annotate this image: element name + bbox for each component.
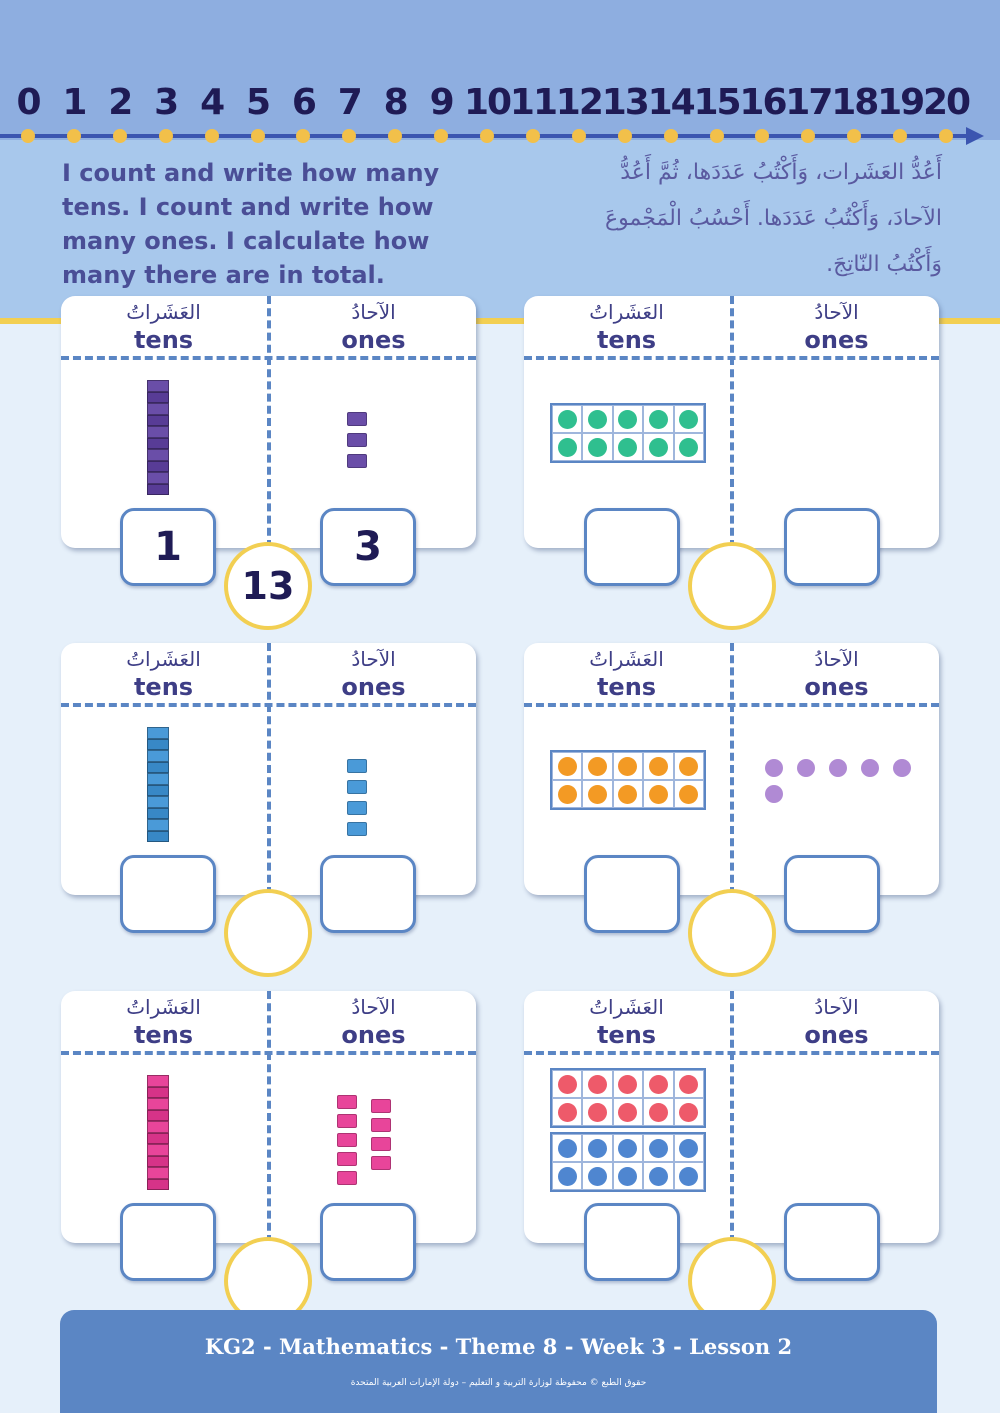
number-line-label: 13	[601, 82, 648, 123]
number-line-label: 8	[383, 82, 407, 123]
ten-frame-cell	[582, 1098, 612, 1126]
number-line-dot	[67, 129, 81, 143]
number-line-dot	[480, 129, 494, 143]
number-line-label: 5	[245, 82, 270, 123]
ten-frame-cell	[552, 780, 582, 808]
counter-dot	[861, 759, 879, 777]
number-line-dot	[251, 129, 265, 143]
counter-dot	[558, 1167, 577, 1186]
exercise-card	[524, 296, 939, 548]
counter-dot	[765, 759, 783, 777]
ten-frame-cell	[582, 780, 612, 808]
ones-header	[734, 645, 939, 701]
counter-dot	[649, 410, 668, 429]
header-divider	[61, 1051, 476, 1055]
unit-cube	[371, 1099, 391, 1113]
counter-dot	[679, 1075, 698, 1094]
tens-label-arabic: العَشَراتُ	[589, 300, 664, 324]
number-line-dot	[847, 129, 861, 143]
number-line-dot	[21, 129, 35, 143]
ten-frame-cell	[643, 752, 673, 780]
tens-answer-box[interactable]	[584, 855, 680, 933]
counter-dot	[649, 785, 668, 804]
number-line-dot	[572, 129, 586, 143]
ten-frame-cell	[613, 752, 643, 780]
number-line	[0, 70, 1000, 150]
counter-dot	[558, 1075, 577, 1094]
unit-cube	[337, 1152, 357, 1166]
header-divider	[524, 356, 939, 360]
number-line-dot	[755, 129, 769, 143]
rod-cube	[147, 1179, 169, 1191]
ones-label-arabic: الآحادُ	[814, 995, 859, 1019]
rod-cube	[147, 808, 169, 820]
ten-frame-cell	[643, 1070, 673, 1098]
rod-cube	[147, 727, 169, 739]
rod-cube	[147, 438, 169, 450]
number-line-label: 17	[785, 82, 832, 123]
tens-label: tens	[596, 326, 657, 354]
ones-label-arabic: الآحادُ	[351, 300, 396, 324]
counter-dot	[588, 757, 607, 776]
counter-dot	[679, 757, 698, 776]
number-line-label: 19	[877, 82, 924, 123]
ten-rod	[147, 380, 169, 495]
footer-copyright: حقوق الطبع © محفوظة لوزارة التربية و التعليم – دولة الإمارات العربية المتحدة	[350, 1378, 647, 1388]
ones-answer-box[interactable]	[784, 855, 880, 933]
counter-dot	[649, 438, 668, 457]
tens-header	[524, 298, 729, 354]
ones-header	[271, 993, 476, 1049]
unit-cube	[371, 1137, 391, 1151]
tens-label-arabic: العَشَراتُ	[126, 995, 201, 1019]
counter-dot	[679, 438, 698, 457]
ones-header	[734, 993, 939, 1049]
tens-header	[61, 645, 266, 701]
ten-frame-cell	[552, 1098, 582, 1126]
tens-label: tens	[133, 326, 194, 354]
exercise-card	[61, 643, 476, 895]
counter-dot	[649, 1103, 668, 1122]
tens-label: tens	[596, 673, 657, 701]
footer-bar	[60, 1310, 937, 1413]
ten-frame-cell	[613, 405, 643, 433]
counter-dot	[558, 1103, 577, 1122]
counter-dot	[558, 757, 577, 776]
ten-frame-cell	[582, 1070, 612, 1098]
ten-frame-cell	[552, 433, 582, 461]
ten-rod	[147, 727, 169, 842]
tens-answer-box[interactable]	[120, 1203, 216, 1281]
exercise-card	[524, 991, 939, 1243]
counter-dot	[618, 1139, 637, 1158]
ten-frame-cell	[674, 1134, 704, 1162]
rod-cube	[147, 1121, 169, 1133]
rod-cube	[147, 739, 169, 751]
counter-dot	[765, 785, 783, 803]
ones-label: ones	[804, 326, 869, 354]
unit-cube	[337, 1114, 357, 1128]
number-line-label: 3	[154, 82, 178, 123]
counter-dot	[679, 785, 698, 804]
number-line-label: 9	[429, 82, 453, 123]
number-line-label: 11	[509, 82, 556, 123]
counter-dot	[618, 1075, 637, 1094]
unit-cube	[347, 780, 367, 794]
counter-dot	[588, 1075, 607, 1094]
total-answer-circle[interactable]	[224, 889, 312, 977]
ones-label: ones	[804, 673, 869, 701]
unit-cube	[347, 801, 367, 815]
rod-cube	[147, 750, 169, 762]
tens-label-arabic: العَشَراتُ	[589, 647, 664, 671]
header-divider	[61, 356, 476, 360]
unit-cube	[347, 412, 367, 426]
rod-cube	[147, 403, 169, 415]
number-line-label: 12	[555, 82, 602, 123]
rod-cube	[147, 796, 169, 808]
total-answer-circle[interactable]	[688, 889, 776, 977]
unit-cube	[347, 454, 367, 468]
counter-dot	[618, 757, 637, 776]
rod-cube	[147, 1098, 169, 1110]
number-line-label: 10	[464, 82, 511, 123]
ten-frame-cell	[643, 780, 673, 808]
unit-cube	[371, 1156, 391, 1170]
number-line-dot	[296, 129, 310, 143]
number-line-dot	[618, 129, 632, 143]
ten-frame-cell	[674, 405, 704, 433]
tens-label-arabic: العَشَراتُ	[589, 995, 664, 1019]
rod-cube	[147, 1075, 169, 1087]
counter-dot	[588, 785, 607, 804]
counter-dot	[679, 1167, 698, 1186]
counter-dot	[588, 438, 607, 457]
ten-frame-cell	[643, 433, 673, 461]
exercise-card	[61, 991, 476, 1243]
unit-cube	[337, 1171, 357, 1185]
ten-frame-cell	[613, 1162, 643, 1190]
exercise-card	[61, 296, 476, 548]
rod-cube	[147, 1167, 169, 1179]
ones-label-arabic: الآحادُ	[814, 647, 859, 671]
counter-dot	[558, 410, 577, 429]
exercise-card	[524, 643, 939, 895]
number-line-dot	[388, 129, 402, 143]
unit-cube	[337, 1133, 357, 1147]
ten-frame-cell	[643, 1098, 673, 1126]
rod-cube	[147, 380, 169, 392]
ones-answer-box[interactable]	[784, 508, 880, 586]
instruction-english: I count and write how many tens. I count and write how many ones. I calculate how many there are in total.	[62, 159, 440, 289]
ten-frame	[550, 1068, 706, 1128]
tens-header	[61, 298, 266, 354]
ten-frame-cell	[582, 433, 612, 461]
tens-header	[61, 993, 266, 1049]
rod-cube	[147, 461, 169, 473]
number-line-dot	[893, 129, 907, 143]
ten-frame-cell	[674, 752, 704, 780]
rod-cube	[147, 773, 169, 785]
counter-dot	[588, 410, 607, 429]
ones-header	[734, 298, 939, 354]
ones-header	[271, 645, 476, 701]
rod-cube	[147, 392, 169, 404]
counter-dot	[797, 759, 815, 777]
rod-cube	[147, 1156, 169, 1168]
tens-answer-box[interactable]: 1	[120, 508, 216, 586]
unit-cube	[347, 433, 367, 447]
header-divider	[61, 703, 476, 707]
rod-cube	[147, 1144, 169, 1156]
counter-dot	[618, 410, 637, 429]
unit-cube	[347, 759, 367, 773]
number-line-dot	[710, 129, 724, 143]
tens-header	[524, 993, 729, 1049]
ones-label: ones	[341, 326, 406, 354]
ten-frame-cell	[674, 1070, 704, 1098]
rod-cube	[147, 1110, 169, 1122]
total-answer-circle[interactable]: 13	[224, 542, 312, 630]
ones-answer-box[interactable]	[320, 855, 416, 933]
ten-frame	[550, 403, 706, 463]
rod-cube	[147, 415, 169, 427]
number-line-dot	[113, 129, 127, 143]
number-line-label: 6	[291, 82, 315, 123]
number-line-label: 15	[693, 82, 740, 123]
number-line-label: 20	[923, 82, 970, 123]
ones-label: ones	[341, 1021, 406, 1049]
counter-dot	[618, 1167, 637, 1186]
instruction-arabic: أَعُدُّ العَشَرات، وَأَكْتُبُ عَدَدَها، ثُمَّ أَعُدُّ الآحادَ، وَأَكْتُبُ عَدَدَها. أَحْسُبُ الْمَجْموعَ وَأَكْتُبُ النّاتِجَ.	[605, 160, 942, 277]
number-line-dot	[205, 129, 219, 143]
number-line-label: 2	[108, 82, 132, 123]
number-line-dot	[526, 129, 540, 143]
counter-dot	[893, 759, 911, 777]
number-line-label: 16	[739, 82, 786, 123]
rod-cube	[147, 472, 169, 484]
rod-cube	[147, 762, 169, 774]
counter-dot	[558, 438, 577, 457]
counter-dot	[649, 1139, 668, 1158]
counter-dot	[618, 785, 637, 804]
ones-label-arabic: الآحادُ	[351, 647, 396, 671]
rod-cube	[147, 426, 169, 438]
ten-frame	[550, 750, 706, 810]
unit-cube	[337, 1095, 357, 1109]
rod-cube	[147, 449, 169, 461]
ten-frame-cell	[613, 1070, 643, 1098]
counter-dot	[588, 1139, 607, 1158]
number-line-label: 1	[62, 82, 86, 123]
ten-frame-cell	[674, 1162, 704, 1190]
rod-cube	[147, 1087, 169, 1099]
counter-dot	[829, 759, 847, 777]
tens-answer-box[interactable]	[120, 855, 216, 933]
rod-cube	[147, 484, 169, 496]
number-line-label: 0	[16, 82, 40, 123]
ten-frame-cell	[552, 1134, 582, 1162]
rod-cube	[147, 785, 169, 797]
counter-dot	[618, 1103, 637, 1122]
ten-frame-cell	[582, 1134, 612, 1162]
ten-frame-cell	[613, 433, 643, 461]
ten-frame-cell	[552, 1162, 582, 1190]
counter-dot	[558, 785, 577, 804]
rod-cube	[147, 1133, 169, 1145]
rod-cube	[147, 831, 169, 843]
counter-dot	[618, 438, 637, 457]
tens-label: tens	[133, 673, 194, 701]
number-line-dot	[664, 129, 678, 143]
header-divider	[524, 1051, 939, 1055]
ones-header	[271, 298, 476, 354]
ten-frame-cell	[643, 1162, 673, 1190]
ten-frame-cell	[613, 780, 643, 808]
footer-title: KG2 - Mathematics - Theme 8 - Week 3 - Lesson 2	[204, 1334, 793, 1359]
ten-frame-cell	[674, 1098, 704, 1126]
ones-answer-box[interactable]	[320, 1203, 416, 1281]
counter-dot	[649, 1075, 668, 1094]
number-line-label: 4	[200, 82, 224, 123]
counter-dot	[588, 1103, 607, 1122]
counter-dot	[679, 410, 698, 429]
number-line-label: 18	[831, 82, 878, 123]
ten-frame-cell	[582, 1162, 612, 1190]
tens-label: tens	[596, 1021, 657, 1049]
arrow-head-icon	[966, 127, 984, 145]
tens-label-arabic: العَشَراتُ	[126, 647, 201, 671]
counter-dot	[558, 1139, 577, 1158]
ones-label-arabic: الآحادُ	[351, 995, 396, 1019]
ten-frame-cell	[552, 752, 582, 780]
tens-answer-box[interactable]	[584, 1203, 680, 1281]
ten-frame-cell	[643, 405, 673, 433]
tens-header	[524, 645, 729, 701]
number-line-dot	[434, 129, 448, 143]
header-divider	[524, 703, 939, 707]
unit-cube	[347, 822, 367, 836]
number-line-dot	[342, 129, 356, 143]
counter-dot	[649, 757, 668, 776]
ten-frame-cell	[674, 780, 704, 808]
ten-frame-cell	[643, 1134, 673, 1162]
tens-label: tens	[133, 1021, 194, 1049]
tens-answer-box[interactable]	[584, 508, 680, 586]
ten-rod	[147, 1075, 169, 1190]
tens-label-arabic: العَشَراتُ	[126, 300, 201, 324]
unit-cube	[371, 1118, 391, 1132]
ones-label: ones	[804, 1021, 869, 1049]
ten-frame-cell	[582, 752, 612, 780]
ones-answer-box[interactable]	[784, 1203, 880, 1281]
ten-frame-cell	[674, 433, 704, 461]
counter-dot	[649, 1167, 668, 1186]
ones-label: ones	[341, 673, 406, 701]
counter-dot	[588, 1167, 607, 1186]
total-answer-circle[interactable]	[688, 542, 776, 630]
ten-frame-cell	[582, 405, 612, 433]
number-line-label: 7	[337, 82, 361, 123]
number-line-label: 14	[647, 82, 694, 123]
counter-dot	[679, 1139, 698, 1158]
ones-label-arabic: الآحادُ	[814, 300, 859, 324]
ten-frame-cell	[613, 1134, 643, 1162]
number-line-dot	[801, 129, 815, 143]
counter-dot	[679, 1103, 698, 1122]
rod-cube	[147, 819, 169, 831]
ten-frame-cell	[552, 405, 582, 433]
ten-frame-cell	[552, 1070, 582, 1098]
number-line-dot	[939, 129, 953, 143]
ten-frame	[550, 1132, 706, 1192]
number-line-dot	[159, 129, 173, 143]
ones-answer-box[interactable]: 3	[320, 508, 416, 586]
ten-frame-cell	[613, 1098, 643, 1126]
